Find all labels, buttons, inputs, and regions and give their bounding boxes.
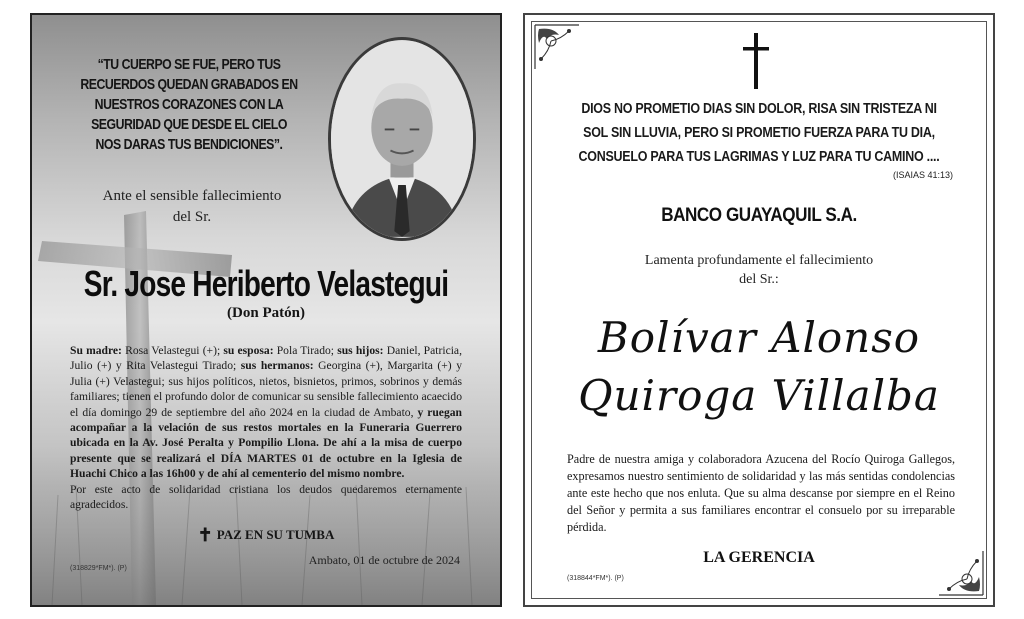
intro-line-1: Ante el sensible fallecimiento [102,188,282,204]
deceased-name-line-1: Bolívar Alonso [597,313,921,362]
ad-code: (318844*FM*). (P) [567,575,624,582]
company-name: BANCO GUAYAQUIL S.A. [661,205,857,226]
portrait-image [331,40,473,238]
cross-icon [741,31,771,91]
siblings-label: sus hermanos: [240,359,314,373]
wife-text: Pola Tirado; [273,344,338,357]
children-label: sus hijos: [337,344,384,357]
children-text: Daniel, Patricia, Julio (+) y Rita Velastegui Tirado; [70,344,462,373]
intro-line-2: del Sr. [172,209,212,225]
verse-reference: (ISAIAS 41:13) [892,170,953,180]
cross-icon: ✝ [197,525,213,545]
lament-line-2: del Sr.: [739,272,779,287]
rip-text: PAZ EN SU TUMBA [216,527,335,542]
bible-verse: DIOS NO PROMETIO DIAS SIN DOLOR, RISA SIN TRISTEZA NI SOL SIN LLUVIA, PERO SI PROMETIO FUERZA PARA TU DIA, CONSUELO PARA TUS LAGRIMAS Y LUZ PARA TU CAMINO .... [578,101,940,165]
rip-line [32,525,500,546]
siblings-text: Georgina (+), Margarita (+) y Julia (+) Velastegui; sus hijos políticos, nietos, bisnietos, primos, sobrinos y demás familiares; tienen el profundo dolor de comunicar su sensible fallecimiento acaecido el día domingo 29 de septiembre del año 2024 en la ciudad de Ambato, [70,359,462,419]
obituary-velastegui [30,13,502,607]
closing-text: Por este acto de solidaridad cristiana los deudos quedaremos eternamente agradecidos. [70,482,462,512]
deceased-nickname: (Don Patón) [227,305,305,321]
ad-code: (318829*FM*). (P) [70,565,127,572]
deceased-name: Sr. Jose Heriberto Velastegui [83,263,449,304]
signature: LA GERENCIA [703,549,815,566]
lament-text [585,251,933,289]
intro-text [72,186,312,228]
obituary-body [70,343,462,512]
condolence-body: Padre de nuestra amiga y colaboradora Azucena del Rocío Quiroga Gallegos, expresamos nuestro sentimiento de solidaridad y las más sentidas condolencias ante este hecho que nos enluta. Que su alma descanse por siempre en el Reino del Señor y permita a sus familiares encontrar el consuelo por su irreparable pérdida. [567,452,955,534]
corner-ornament-top-left [533,23,581,71]
mother-text: Rosa Velastegui (+); [121,344,224,357]
deceased-name-line-2: Quiroga Villalba [578,371,940,420]
wife-label: su esposa: [223,344,274,357]
memorial-quote: “TU CUERPO SE FUE, PERO TUS RECUERDOS QUEDAN GRABADOS EN NUESTROS CORAZONES CON LA SEGURIDAD QUE DESDE EL CIELO NOS DARAS TUS BENDICIONES”. [80,56,298,153]
funeral-request: y ruegan acompañar a la velación de sus restos mortales en la Funeraria Guerrero ubicada en la Av. José Peralta y Pompilio Llona. De ahí a la misa de cuerpo presente que se realizará el DÍA MARTES 01 de octubre en la Iglesia de Huachi Chico a las 16h00 y de ahí al cementerio del mismo nombre. [70,405,462,481]
notice-date: Ambato, 01 de octubre de 2024 [308,553,460,567]
lament-line-1: Lamenta profundamente el fallecimiento [644,253,874,268]
portrait-photo [328,37,476,241]
obituary-quiroga [523,13,995,607]
mother-label: Su madre: [70,344,122,357]
